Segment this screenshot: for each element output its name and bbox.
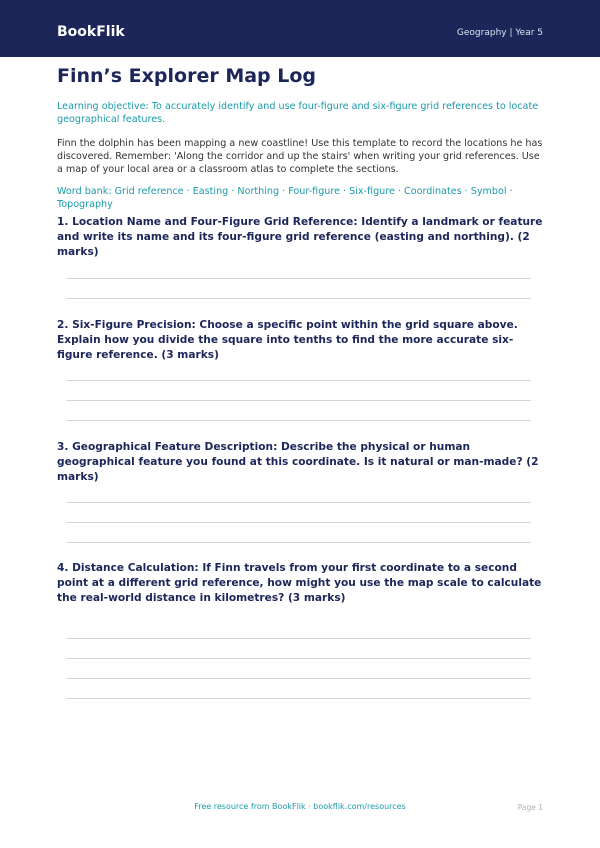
question-3: 3. Geographical Feature Description: Describe the physical or human geographical feature you found at this coordinate. Is it natural or man-made? (2 marks) — [57, 441, 539, 483]
answer-line[interactable] — [67, 420, 531, 421]
page-title: Finn’s Explorer Map Log — [57, 65, 317, 87]
answer-line[interactable] — [67, 380, 531, 381]
question-1: 1. Location Name and Four-Figure Grid Reference: Identify a landmark or feature and write its name and its four-figure grid reference (easting and northing). (2 marks) — [57, 216, 543, 258]
answer-line[interactable] — [67, 278, 531, 279]
learning-objective: Learning objective: To accurately identify and use four-figure and six-figure grid references to locate geographical features. — [57, 101, 539, 125]
brand-logo-text: BookFlik — [57, 24, 125, 40]
subject-year-label: Geography | Year 5 — [456, 28, 543, 38]
intro-paragraph: Finn the dolphin has been mapping a new coastline! Use this template to record the locations he has discovered. Remember: 'Along the corridor and up the stairs' when writing your grid references. Use a map of your local area or a classroom atlas to complete the sections. — [57, 138, 543, 175]
question-4: 4. Distance Calculation: If Finn travels from your first coordinate to a second point at a different grid reference, how might you use the map scale to calculate the real-world distance in kilometres? (3 marks) — [57, 562, 542, 604]
answer-line[interactable] — [67, 400, 531, 401]
answer-line[interactable] — [67, 542, 531, 543]
answer-line[interactable] — [67, 658, 531, 659]
question-2: 2. Six-Figure Precision: Choose a specific point within the grid square above. Explain how you divide the square into tenths to find the more accurate six-figure reference. (3 marks) — [57, 319, 518, 361]
answer-line[interactable] — [67, 678, 531, 679]
answer-line[interactable] — [67, 638, 531, 639]
answer-line[interactable] — [67, 502, 531, 503]
answer-line[interactable] — [67, 698, 531, 699]
page-number: Page 1 — [517, 803, 543, 812]
answer-line[interactable] — [67, 298, 531, 299]
word-bank: Word bank: Grid reference · Easting · Northing · Four-figure · Six-figure · Coordinates · Symbol · Topography — [57, 186, 513, 210]
header-bar — [0, 0, 600, 57]
answer-line[interactable] — [67, 522, 531, 523]
footer-credit: Free resource from BookFlik · bookflik.com/resources — [194, 802, 406, 811]
